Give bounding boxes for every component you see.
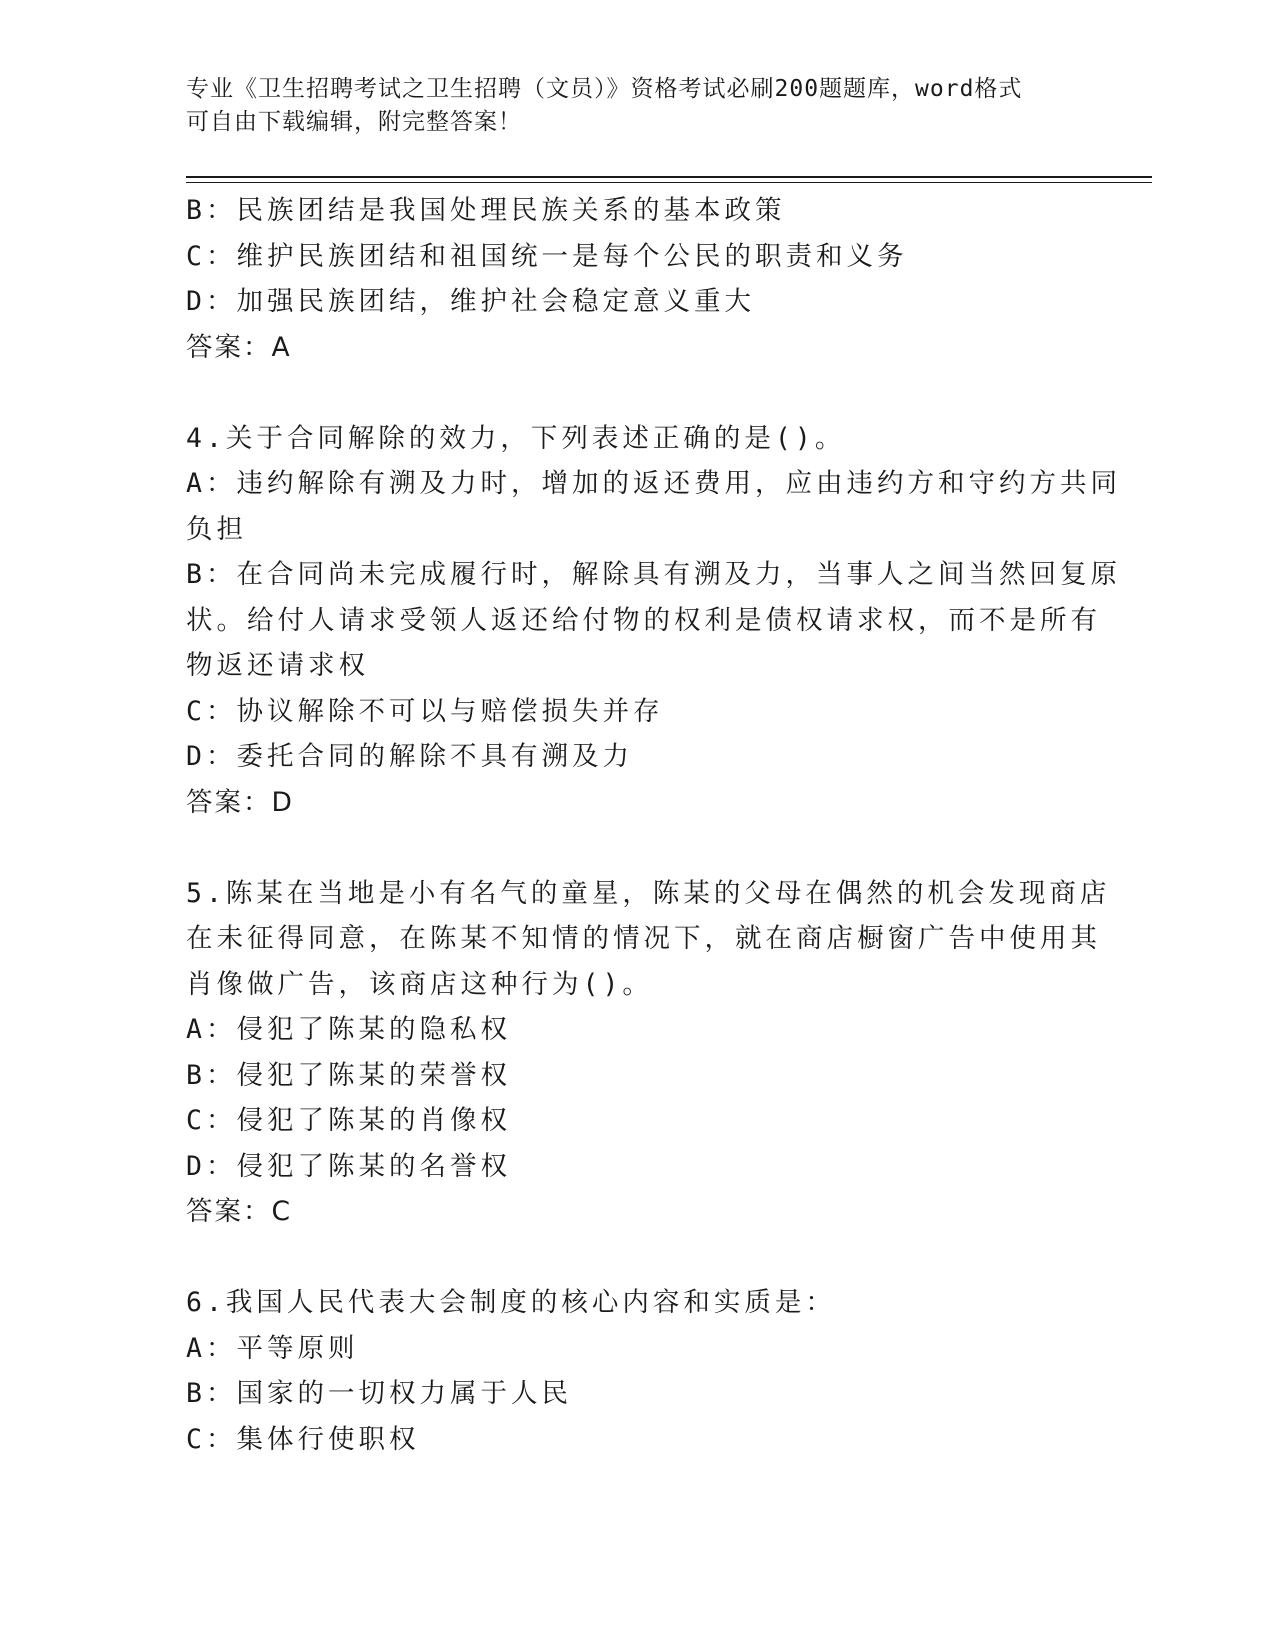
answer-line: 答案：C bbox=[186, 1196, 293, 1227]
header-line-2: 可自由下载编辑，附完整答案！ bbox=[186, 109, 522, 135]
document-header bbox=[186, 73, 1086, 139]
header-divider-thin bbox=[186, 182, 1152, 183]
answer-line: 答案：D bbox=[186, 786, 294, 818]
option-a-continued: 负担 bbox=[186, 513, 247, 545]
question-spacer bbox=[186, 370, 1086, 416]
question-stem-continued: 在未征得同意，在陈某不知情的情况下，就在商店橱窗广告中使用其 bbox=[186, 923, 1101, 954]
option-d: D：侵犯了陈某的名誉权 bbox=[186, 1150, 511, 1182]
option-a: A：侵犯了陈某的隐私权 bbox=[186, 1014, 511, 1045]
option-b: B：国家的一切权力属于人民 bbox=[186, 1378, 572, 1409]
option-c: C：维护民族团结和祖国统一是每个公民的职责和义务 bbox=[186, 240, 908, 272]
answer-line: 答案：A bbox=[186, 331, 292, 363]
question-4 bbox=[186, 416, 1121, 826]
question-stem: 5.陈某在当地是小有名气的童星，陈某的父母在偶然的机会发现商店 bbox=[186, 877, 1111, 909]
option-a: A：违约解除有溯及力时，增加的返还费用，应由违约方和守约方共同 bbox=[186, 468, 1121, 499]
header-divider-thick bbox=[186, 176, 1152, 178]
option-b: B：在合同尚未完成履行时，解除具有溯及力，当事人之间当然回复原 bbox=[186, 559, 1121, 590]
question-5 bbox=[186, 871, 1111, 1235]
option-c: C：协议解除不可以与赔偿损失并存 bbox=[186, 695, 664, 727]
question-spacer bbox=[186, 825, 1086, 871]
option-b-continued: 状。给付人请求受领人返还给付物的权利是债权请求权，而不是所有 bbox=[186, 604, 1101, 636]
option-c: C：集体行使职权 bbox=[186, 1423, 420, 1455]
option-b: B：侵犯了陈某的荣誉权 bbox=[186, 1059, 511, 1091]
option-d: D：加强民族团结，维护社会稳定意义重大 bbox=[186, 286, 755, 317]
question-stem: 4.关于合同解除的效力，下列表述正确的是()。 bbox=[186, 422, 846, 454]
option-b-continued: 物返还请求权 bbox=[186, 650, 369, 681]
header-line-1: 专业《卫生招聘考试之卫生招聘（文员）》资格考试必刷200题题库，word格式 bbox=[186, 76, 1023, 102]
option-a: A：平等原则 bbox=[186, 1332, 359, 1364]
option-c: C：侵犯了陈某的肖像权 bbox=[186, 1105, 511, 1136]
question-stem: 6.我国人民代表大会制度的核心内容和实质是： bbox=[186, 1287, 836, 1318]
question-3-tail bbox=[186, 188, 1086, 370]
option-b: B：民族团结是我国处理民族关系的基本政策 bbox=[186, 195, 786, 226]
question-stem-continued: 肖像做广告，该商店这种行为()。 bbox=[186, 968, 653, 1000]
question-list bbox=[186, 188, 1121, 1462]
question-spacer bbox=[186, 1235, 1086, 1281]
question-6 bbox=[186, 1280, 1086, 1462]
option-d: D：委托合同的解除不具有溯及力 bbox=[186, 741, 633, 772]
